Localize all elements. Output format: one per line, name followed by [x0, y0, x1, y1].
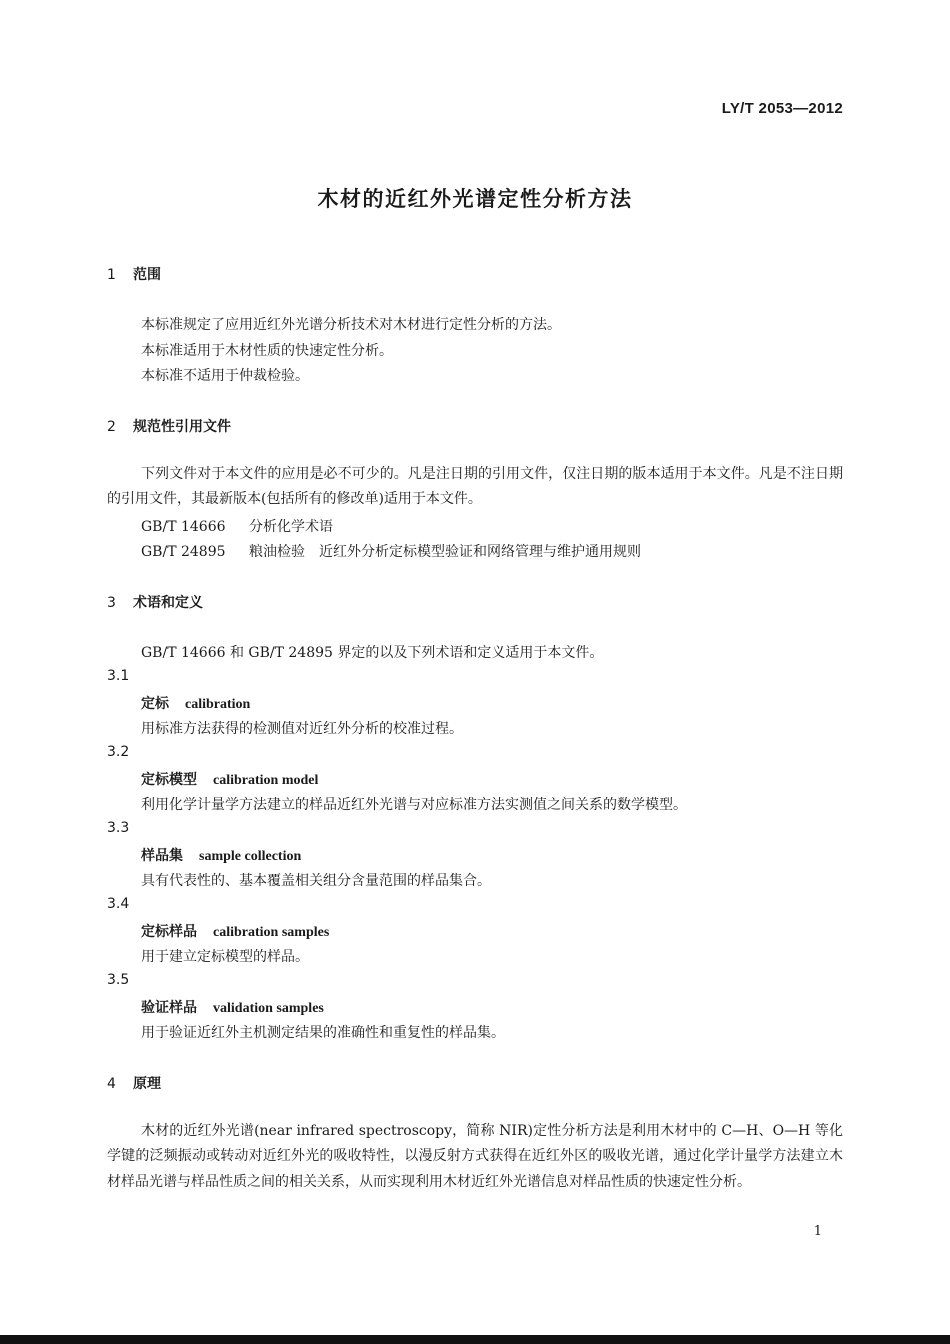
section-title: 规范性引用文件: [133, 419, 231, 435]
term-english: sample collection: [199, 849, 302, 864]
term-definition: 用于验证近红外主机测定结果的准确性和重复性的样品集。: [141, 1025, 505, 1041]
normative-references-intro: 下列文件对于本文件的应用是必不可少的。凡是注日期的引用文件，仅注日期的版本适用于本文件。凡是不注日期的引用文件，其最新版本(包括所有的修改单)适用于本文件。: [107, 466, 843, 508]
section-number: 2: [107, 419, 116, 435]
section-2-heading: [107, 416, 231, 436]
scope-paragraph-1: 本标准规定了应用近红外光谱分析技术对木材进行定性分析的方法。: [141, 317, 561, 333]
term-definition: 用标准方法获得的检测值对近红外分析的校准过程。: [141, 721, 463, 737]
standard-code: LY/T 2053—2012: [721, 100, 843, 117]
term-heading: [141, 845, 301, 865]
terms-intro: GB/T 14666 和 GB/T 24895 界定的以及下列术语和定义适用于本文件。: [141, 645, 604, 661]
reference-title: 分析化学术语: [249, 519, 333, 535]
scope-paragraph-3: 本标准不适用于仲裁检验。: [141, 368, 309, 384]
term-english: calibration model: [213, 773, 319, 788]
section-title: 范围: [133, 267, 161, 283]
section-title: 原理: [133, 1076, 161, 1092]
term-number: 3.2: [107, 744, 130, 760]
term-english: calibration: [185, 697, 251, 712]
term-number: 3.4: [107, 896, 130, 912]
section-number: 3: [107, 595, 116, 611]
term-definition: 利用化学计量学方法建立的样品近红外光谱与对应标准方法实测值之间关系的数学模型。: [141, 797, 687, 813]
term-chinese: 验证样品: [141, 1000, 197, 1016]
term-english: validation samples: [213, 1001, 324, 1016]
term-definition: 具有代表性的、基本覆盖相关组分含量范围的样品集合。: [141, 873, 491, 889]
page-number: 1: [813, 1224, 822, 1239]
section-1-heading: [107, 264, 161, 284]
reference-code: GB/T 24895: [141, 544, 226, 560]
term-chinese: 定标模型: [141, 772, 197, 788]
term-heading: [141, 997, 324, 1017]
document-title: 木材的近红外光谱定性分析方法: [317, 187, 633, 211]
section-4-heading: [107, 1073, 161, 1093]
term-heading: [141, 921, 329, 941]
term-number: 3.5: [107, 972, 130, 988]
reference-code: GB/T 14666: [141, 519, 226, 535]
section-title: 术语和定义: [133, 595, 203, 611]
term-number: 3.3: [107, 820, 130, 836]
term-heading: [141, 769, 318, 789]
reference-title: 粮油检验 近红外分析定标模型验证和网络管理与维护通用规则: [249, 544, 641, 560]
term-number: 3.1: [107, 668, 130, 684]
reference-item: [141, 541, 641, 561]
term-english: calibration samples: [213, 925, 330, 940]
principle-paragraph: 木材的近红外光谱(near infrared spectroscopy，简称 NIR)定性分析方法是利用木材中的 C—H、O—H 等化学键的泛频振动或转动对近红外光的吸收特性，以漫反射方式获得在近红外区的吸收光谱，通过化学计量学方法建立木材样品光谱与样品性质之间的相关关系，从而实现利用木材近红外光谱信息对样品性质的快速定性分析。: [107, 1123, 843, 1190]
bottom-border: [0, 1335, 950, 1344]
term-chinese: 定标: [141, 696, 169, 712]
term-heading: [141, 693, 250, 713]
term-definition: 用于建立定标模型的样品。: [141, 949, 309, 965]
term-chinese: 样品集: [141, 848, 183, 864]
scope-paragraph-2: 本标准适用于木材性质的快速定性分析。: [141, 343, 393, 359]
section-number: 4: [107, 1076, 116, 1092]
term-chinese: 定标样品: [141, 924, 197, 940]
section-3-heading: [107, 592, 203, 612]
section-number: 1: [107, 267, 116, 283]
reference-item: [141, 516, 333, 536]
